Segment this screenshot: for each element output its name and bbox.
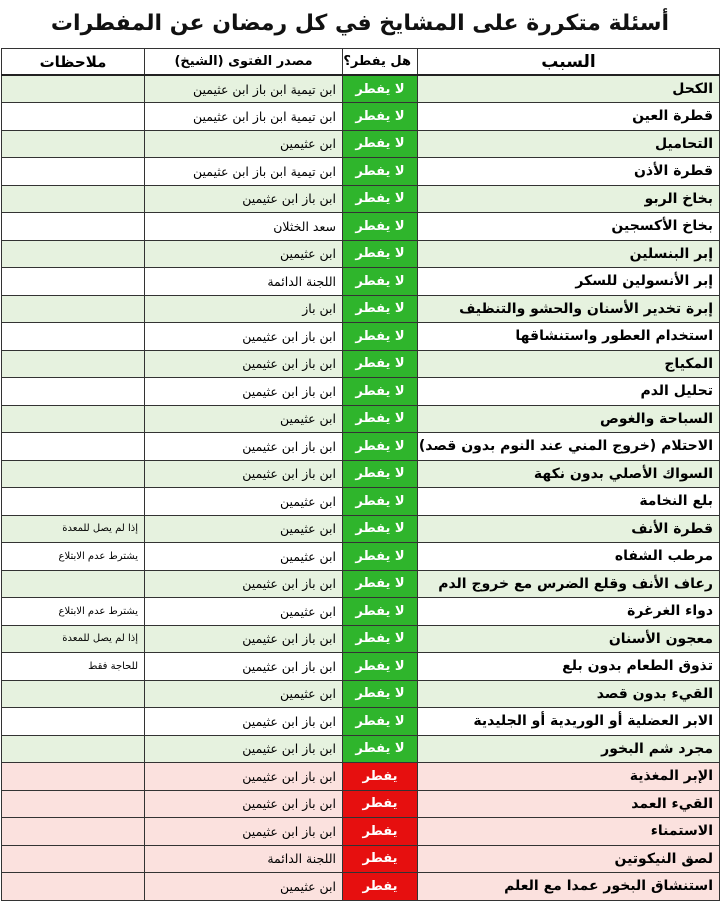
- cause-cell: بخاخ الربو: [418, 185, 720, 213]
- table-row: [2, 818, 720, 846]
- source-cell: ابن باز ابن عثيمين: [145, 735, 343, 763]
- table-row: [2, 405, 720, 433]
- note-cell: [2, 323, 145, 351]
- table-row: [2, 323, 720, 351]
- cause-cell: الابر العضلية أو الوريدية أو الجليدية: [418, 708, 720, 736]
- note-cell: [2, 378, 145, 406]
- verdict-cell: لا يفطر: [343, 158, 418, 186]
- verdict-cell: لا يفطر: [343, 460, 418, 488]
- source-cell: ابن عثيمين: [145, 515, 343, 543]
- source-cell: ابن تيمية ابن باز ابن عثيمين: [145, 158, 343, 186]
- table-row: [2, 295, 720, 323]
- table-row: [2, 543, 720, 571]
- page-title: أسئلة متكررة على المشايخ في كل رمضان عن المفطرات: [50, 11, 670, 36]
- source-cell: ابن باز ابن عثيمين: [145, 350, 343, 378]
- source-cell: اللجنة الدائمة: [145, 268, 343, 296]
- table-row: [2, 735, 720, 763]
- note-cell: [2, 570, 145, 598]
- verdict-cell: لا يفطر: [343, 240, 418, 268]
- source-cell: ابن باز: [145, 295, 343, 323]
- table-row: [2, 75, 720, 103]
- verdict-cell: لا يفطر: [343, 735, 418, 763]
- table-row: [2, 653, 720, 681]
- note-cell: [2, 295, 145, 323]
- note-cell: [2, 708, 145, 736]
- source-cell: ابن عثيمين: [145, 598, 343, 626]
- source-cell: ابن باز ابن عثيمين: [145, 433, 343, 461]
- source-cell: ابن باز ابن عثيمين: [145, 653, 343, 681]
- cause-cell: تذوق الطعام بدون بلع: [418, 653, 720, 681]
- cause-cell: السباحة والغوص: [418, 405, 720, 433]
- note-cell: [2, 405, 145, 433]
- table-row: [2, 130, 720, 158]
- cause-cell: قطرة الأذن: [418, 158, 720, 186]
- table-row: [2, 570, 720, 598]
- cause-cell: القيء بدون قصد: [418, 680, 720, 708]
- table-row: [2, 268, 720, 296]
- verdict-cell: لا يفطر: [343, 350, 418, 378]
- verdict-cell: لا يفطر: [343, 103, 418, 131]
- table-row: [2, 213, 720, 241]
- verdict-cell: لا يفطر: [343, 708, 418, 736]
- cause-cell: إبر الأنسولين للسكر: [418, 268, 720, 296]
- verdict-cell: يفطر: [343, 763, 418, 791]
- verdict-cell: لا يفطر: [343, 405, 418, 433]
- verdict-cell: لا يفطر: [343, 268, 418, 296]
- cause-cell: المكياج: [418, 350, 720, 378]
- verdict-cell: لا يفطر: [343, 433, 418, 461]
- verdict-cell: لا يفطر: [343, 75, 418, 103]
- table-row: [2, 763, 720, 791]
- verdict-cell: لا يفطر: [343, 570, 418, 598]
- source-cell: ابن عثيمين: [145, 405, 343, 433]
- source-cell: ابن باز ابن عثيمين: [145, 378, 343, 406]
- table-row: [2, 598, 720, 626]
- table-row: [2, 680, 720, 708]
- note-cell: [2, 213, 145, 241]
- verdict-cell: يفطر: [343, 818, 418, 846]
- note-cell: [2, 735, 145, 763]
- verdict-cell: لا يفطر: [343, 680, 418, 708]
- table-row: [2, 158, 720, 186]
- cause-cell: إبر البنسلين: [418, 240, 720, 268]
- header-fatwa-source: مصدر الفتوى (الشيخ): [145, 49, 343, 76]
- note-cell: [2, 873, 145, 901]
- cause-cell: قطرة الأنف: [418, 515, 720, 543]
- source-cell: ابن عثيمين: [145, 543, 343, 571]
- header-breaks-fast: هل يفطر؟: [343, 49, 418, 76]
- table-row: [2, 460, 720, 488]
- header-cause: السبب: [418, 49, 720, 76]
- cause-cell: القيء العمد: [418, 790, 720, 818]
- cause-cell: استخدام العطور واستنشاقها: [418, 323, 720, 351]
- table-row: [2, 103, 720, 131]
- source-cell: ابن باز ابن عثيمين: [145, 790, 343, 818]
- cause-cell: بلع النخامة: [418, 488, 720, 516]
- verdict-cell: لا يفطر: [343, 130, 418, 158]
- note-cell: [2, 460, 145, 488]
- table-row: [2, 790, 720, 818]
- header-notes: ملاحظات: [2, 49, 145, 76]
- note-cell: [2, 763, 145, 791]
- cause-cell: مرطب الشفاه: [418, 543, 720, 571]
- table-row: [2, 625, 720, 653]
- table-row: [2, 488, 720, 516]
- table-row: [2, 240, 720, 268]
- table-row: [2, 873, 720, 901]
- cause-cell: التحاميل: [418, 130, 720, 158]
- source-cell: ابن عثيمين: [145, 873, 343, 901]
- verdict-cell: لا يفطر: [343, 185, 418, 213]
- source-cell: ابن تيمية ابن باز ابن عثيمين: [145, 103, 343, 131]
- note-cell: [2, 790, 145, 818]
- note-cell: [2, 433, 145, 461]
- note-cell: إذا لم يصل للمعدة: [2, 515, 145, 543]
- cause-cell: لصق النيكوتين: [418, 845, 720, 873]
- source-cell: ابن باز ابن عثيمين: [145, 818, 343, 846]
- source-cell: ابن عثيمين: [145, 680, 343, 708]
- cause-cell: الاستمناء: [418, 818, 720, 846]
- table-row: [2, 433, 720, 461]
- verdict-cell: يفطر: [343, 873, 418, 901]
- cause-cell: الإبر المغذية: [418, 763, 720, 791]
- table-row: [2, 350, 720, 378]
- verdict-cell: لا يفطر: [343, 295, 418, 323]
- cause-cell: استنشاق البخور عمدا مع العلم: [418, 873, 720, 901]
- cause-cell: الكحل: [418, 75, 720, 103]
- table-row: [2, 708, 720, 736]
- note-cell: [2, 818, 145, 846]
- source-cell: ابن باز ابن عثيمين: [145, 185, 343, 213]
- source-cell: ابن عثيمين: [145, 240, 343, 268]
- verdict-cell: لا يفطر: [343, 323, 418, 351]
- verdict-cell: لا يفطر: [343, 488, 418, 516]
- cause-cell: الاحتلام (خروج المني عند النوم بدون قصد): [418, 433, 720, 461]
- source-cell: ابن عثيمين: [145, 130, 343, 158]
- note-cell: [2, 158, 145, 186]
- verdict-cell: لا يفطر: [343, 653, 418, 681]
- note-cell: [2, 185, 145, 213]
- source-cell: ابن باز ابن عثيمين: [145, 460, 343, 488]
- verdict-cell: لا يفطر: [343, 598, 418, 626]
- cause-cell: إبرة تخدير الأسنان والحشو والتنظيف: [418, 295, 720, 323]
- source-cell: اللجنة الدائمة: [145, 845, 343, 873]
- source-cell: ابن باز ابن عثيمين: [145, 763, 343, 791]
- note-cell: [2, 240, 145, 268]
- muftirat-table: [1, 48, 720, 901]
- verdict-cell: لا يفطر: [343, 213, 418, 241]
- verdict-cell: يفطر: [343, 790, 418, 818]
- verdict-cell: لا يفطر: [343, 515, 418, 543]
- note-cell: للحاجة فقط: [2, 653, 145, 681]
- cause-cell: مجرد شم البخور: [418, 735, 720, 763]
- note-cell: [2, 350, 145, 378]
- table-body: [2, 75, 720, 900]
- source-cell: ابن باز ابن عثيمين: [145, 323, 343, 351]
- table-header-row: [2, 49, 720, 76]
- cause-cell: بخاخ الأكسجين: [418, 213, 720, 241]
- note-cell: يشترط عدم الابتلاع: [2, 543, 145, 571]
- note-cell: [2, 75, 145, 103]
- note-cell: إذا لم يصل للمعدة: [2, 625, 145, 653]
- table-row: [2, 378, 720, 406]
- source-cell: ابن عثيمين: [145, 488, 343, 516]
- source-cell: ابن باز ابن عثيمين: [145, 625, 343, 653]
- cause-cell: تحليل الدم: [418, 378, 720, 406]
- cause-cell: رعاف الأنف وقلع الضرس مع خروج الدم: [418, 570, 720, 598]
- note-cell: [2, 103, 145, 131]
- source-cell: سعد الخثلان: [145, 213, 343, 241]
- cause-cell: دواء الغرغرة: [418, 598, 720, 626]
- verdict-cell: يفطر: [343, 845, 418, 873]
- note-cell: [2, 130, 145, 158]
- cause-cell: قطرة العين: [418, 103, 720, 131]
- note-cell: [2, 845, 145, 873]
- table-row: [2, 845, 720, 873]
- table-row: [2, 515, 720, 543]
- note-cell: [2, 268, 145, 296]
- note-cell: [2, 680, 145, 708]
- note-cell: يشترط عدم الابتلاع: [2, 598, 145, 626]
- note-cell: [2, 488, 145, 516]
- verdict-cell: لا يفطر: [343, 543, 418, 571]
- source-cell: ابن باز ابن عثيمين: [145, 708, 343, 736]
- cause-cell: معجون الأسنان: [418, 625, 720, 653]
- verdict-cell: لا يفطر: [343, 625, 418, 653]
- table-row: [2, 185, 720, 213]
- cause-cell: السواك الأصلي بدون نكهة: [418, 460, 720, 488]
- source-cell: ابن باز ابن عثيمين: [145, 570, 343, 598]
- verdict-cell: لا يفطر: [343, 378, 418, 406]
- source-cell: ابن تيمية ابن باز ابن عثيمين: [145, 75, 343, 103]
